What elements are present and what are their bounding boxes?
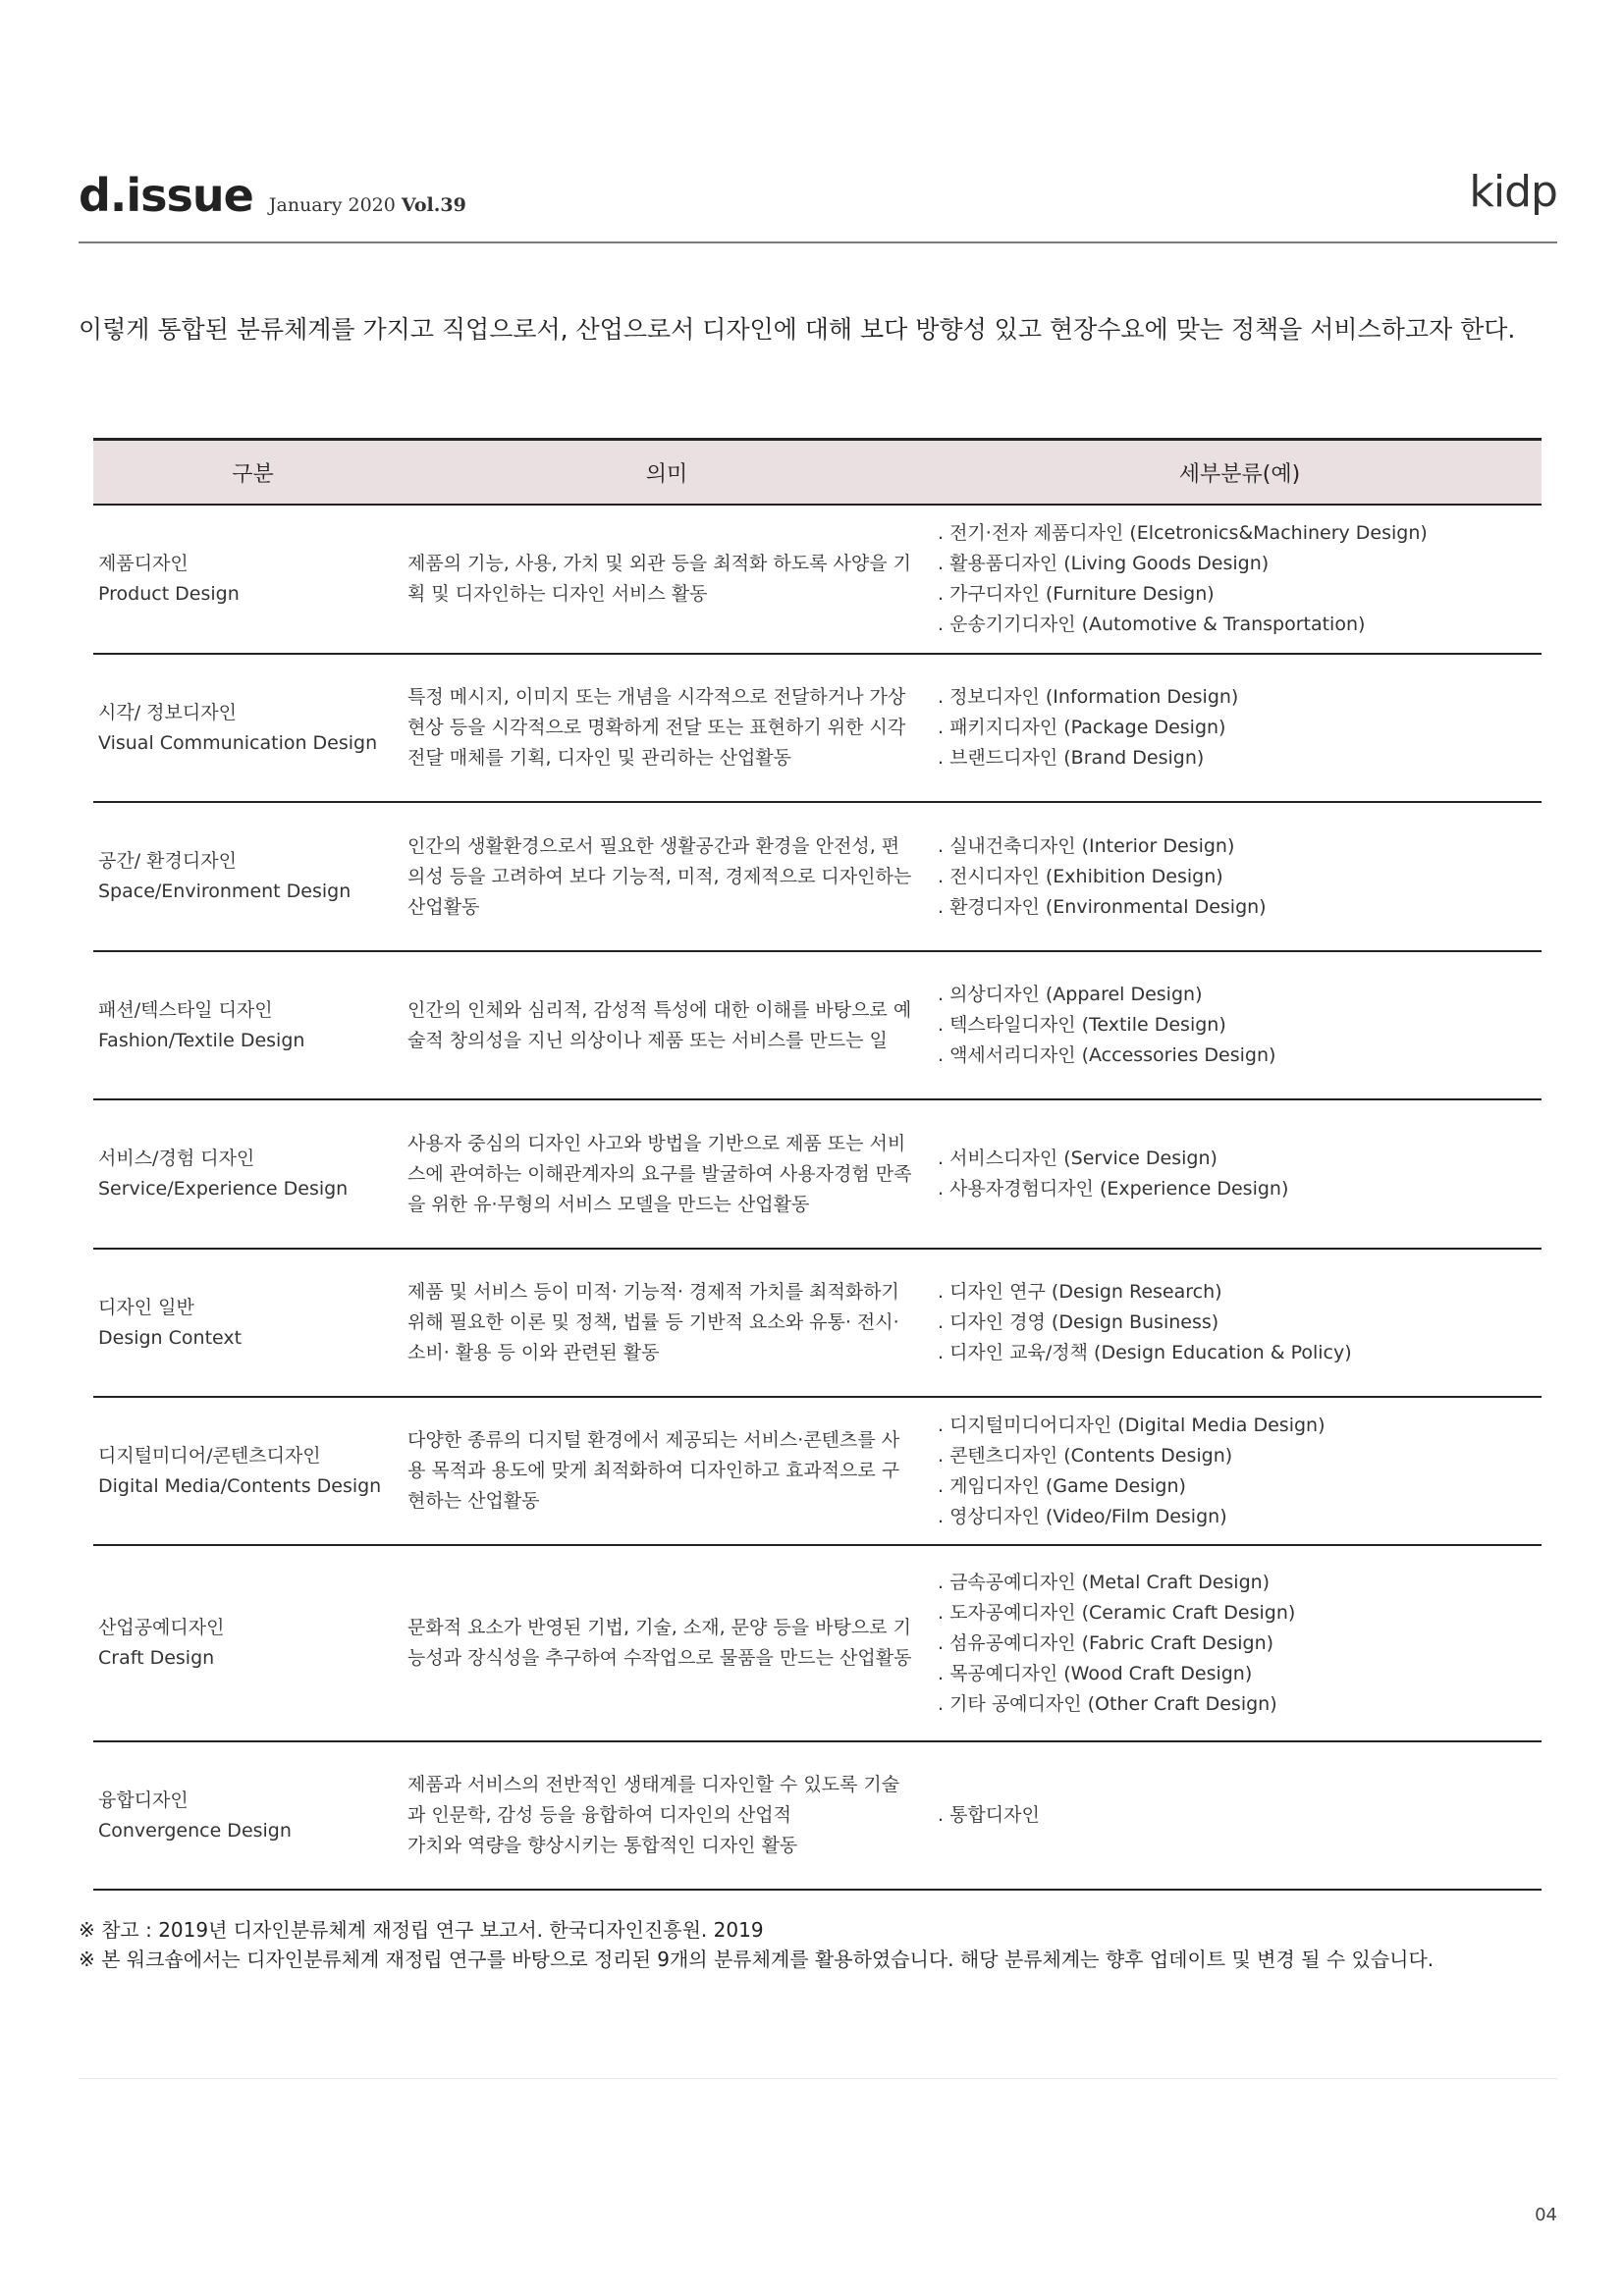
publication-brand [79,169,466,222]
subcategory-item: . 운송기기디자인 (Automotive & Transportation) [938,614,1366,635]
meaning-line: 제품 및 서비스 등이 미적· 기능적· 경제적 가치를 최적화하기 [407,1281,899,1303]
meaning-line: 소비· 활용 등 이와 관련된 활동 [407,1342,660,1363]
subcategory-cell [938,1568,1542,1720]
meaning-line: 전달 매체를 기획, 디자인 및 관리하는 산업활동 [407,747,792,769]
header-subcategories: 세부분류(예) [1178,461,1301,487]
category-name-en: Product Design [98,583,240,605]
category-name-en: Fashion/Textile Design [98,1029,305,1051]
table-row [93,506,1542,655]
category-cell [93,549,407,610]
meaning-line: 인간의 생활환경으로서 필요한 생활공간과 환경을 안전성, 편 [407,834,900,857]
category-name-en: Visual Communication Design [98,731,378,754]
intro-paragraph: 이렇게 통합된 분류체계를 가지고 직업으로서, 산업으로서 디자인에 대해 보다 방향성 있고 현장수요에 맞는 정책을 서비스하고자 한다. [79,315,1516,344]
meaning-line: 제품의 기능, 사용, 가치 및 외관 등을 최적화 하도록 사양을 기 [407,553,911,574]
subcategory-item: . 텍스타일디자인 (Textile Design) [938,1014,1226,1036]
subcategory-cell [938,1277,1542,1368]
subcategory-item: . 활용품디자인 (Living Goods Design) [938,553,1270,574]
meaning-cell [407,1425,938,1517]
subcategory-item: . 디자인 경영 (Design Business) [938,1311,1219,1333]
meaning-line: 사용자 중심의 디자인 사고와 방법을 기반으로 제품 또는 서비 [407,1132,906,1154]
subcategory-item: . 환경디자인 (Environmental Design) [938,895,1267,918]
subcategory-item: . 디지털미디어디자인 (Digital Media Design) [938,1414,1326,1436]
category-cell [93,1144,407,1204]
issue-date: January 2020 [268,194,396,216]
page-header [79,167,1557,243]
category-name-ko: 시각/ 정보디자인 [98,701,237,723]
footer-divider [79,2078,1557,2079]
subcategory-item: . 섬유공예디자인 (Fabric Craft Design) [938,1631,1274,1654]
design-classification-table [93,438,1542,1891]
category-cell [93,1293,407,1354]
meaning-cell [407,831,938,923]
meaning-line: 현하는 산업활동 [407,1490,540,1512]
category-name-ko: 디지털미디어/콘텐츠디자인 [98,1444,321,1467]
footnote-reference: ※ 참고 : 2019년 디자인분류체계 재정립 연구 보고서. 한국디자인진흥원. 2019 [79,1918,764,1942]
category-name-ko: 디자인 일반 [98,1296,194,1318]
subcategory-cell [938,518,1542,640]
category-cell [93,995,407,1056]
subcategory-cell [938,1800,1542,1831]
category-name-en: Convergence Design [98,1819,292,1842]
subcategory-cell [938,682,1542,774]
meaning-cell [407,1770,938,1861]
issue-volume: Vol.39 [401,194,466,216]
category-cell [93,698,407,759]
meaning-cell [407,1277,938,1368]
table-row [93,655,1542,803]
meaning-line: 과 인문학, 감성 등을 융합하여 디자인의 산업적 [407,1804,792,1826]
meaning-line: 능성과 장식성을 추구하여 수작업으로 물품을 만드는 산업활동 [407,1647,912,1669]
subcategory-item: . 전기·전자 제품디자인 (Elcetronics&Machinery Design) [938,522,1428,544]
publication-logo: d.issue [79,169,253,222]
category-name-en: Craft Design [98,1647,215,1669]
meaning-line: 을 위한 유·무형의 서비스 모델을 만드는 산업활동 [407,1193,810,1215]
table-row [93,1742,1542,1891]
meaning-line: 술적 창의성을 지닌 의상이나 제품 또는 서비스를 만드는 일 [407,1029,888,1051]
category-name-ko: 패션/텍스타일 디자인 [98,998,273,1021]
meaning-line: 다양한 종류의 디지털 환경에서 제공되는 서비스·콘텐츠를 사 [407,1429,900,1451]
subcategory-item: . 액세서리디자인 (Accessories Design) [938,1044,1276,1066]
subcategory-item: . 전시디자인 (Exhibition Design) [938,865,1223,887]
table-header-row [93,438,1542,506]
meaning-line: 위해 필요한 이론 및 정책, 법률 등 기반적 요소와 유통· 전시· [407,1311,899,1333]
table-row [93,1398,1542,1546]
meaning-line: 제품과 서비스의 전반적인 생태계를 디자인할 수 있도록 기술 [407,1774,900,1795]
category-name-ko: 융합디자인 [98,1789,189,1811]
subcategory-item: . 목공예디자인 (Wood Craft Design) [938,1662,1253,1684]
subcategory-item: . 의상디자인 (Apparel Design) [938,984,1203,1005]
meaning-line: 의성 등을 고려하여 보다 기능적, 미적, 경제적으로 디자인하는 [407,865,912,887]
category-name-ko: 산업공예디자인 [98,1617,225,1638]
category-name-en: Space/Environment Design [98,881,352,902]
meaning-line: 획 및 디자인하는 디자인 서비스 활동 [407,583,708,605]
category-cell [93,1441,407,1502]
table-row [93,803,1542,952]
subcategory-cell [938,831,1542,923]
category-cell [93,846,407,907]
table-row [93,1250,1542,1398]
meaning-line: 가치와 역량을 향상시키는 통합적인 디자인 활동 [407,1835,798,1856]
subcategory-item: . 영상디자인 (Video/Film Design) [938,1505,1227,1527]
subcategory-item: . 실내건축디자인 (Interior Design) [938,834,1235,857]
table-body [93,506,1542,1891]
meaning-cell [407,1613,938,1674]
footnote-remark: ※ 본 워크숍에서는 디자인분류체계 재정립 연구를 바탕으로 정리된 9개의 분류체계를 활용하였습니다. 해당 분류체계는 향후 업데이트 및 변경 될 수 있습니다. [79,1948,1435,1971]
subcategory-item: . 콘텐츠디자인 (Contents Design) [938,1444,1233,1467]
subcategory-cell [938,980,1542,1071]
category-name-en: Service/Experience Design [98,1178,349,1200]
subcategory-item: . 기타 공예디자인 (Other Craft Design) [938,1692,1277,1715]
subcategory-item: . 사용자경험디자인 (Experience Design) [938,1178,1289,1200]
meaning-line: 현상 등을 시각적으로 명확하게 전달 또는 표현하기 위한 시각 [407,717,906,738]
category-cell [93,1613,407,1674]
meaning-cell [407,995,938,1056]
category-name-ko: 서비스/경험 디자인 [98,1148,255,1169]
header-category: 구분 [232,461,274,487]
table-row [93,952,1542,1100]
subcategory-item: . 패키지디자인 (Package Design) [938,717,1226,738]
meaning-line: 용 목적과 용도에 맞게 최적화하여 디자인하고 효과적으로 구 [407,1460,900,1481]
category-name-en: Digital Media/Contents Design [98,1474,382,1497]
meaning-cell [407,682,938,774]
subcategory-item: . 가구디자인 (Furniture Design) [938,583,1215,605]
subcategory-item: . 서비스디자인 (Service Design) [938,1148,1218,1169]
subcategory-item: . 정보디자인 (Information Design) [938,686,1239,708]
category-name-ko: 공간/ 환경디자인 [98,850,237,872]
table-row [93,1100,1542,1250]
meaning-cell [407,1129,938,1220]
category-name-ko: 제품디자인 [98,553,189,574]
meaning-line: 스에 관여하는 이해관계자의 요구를 발굴하여 사용자경험 만족 [407,1162,912,1185]
category-cell [93,1786,407,1846]
footnotes [79,1915,1434,1974]
subcategory-item: . 브랜드디자인 (Brand Design) [938,747,1205,769]
subcategory-item: . 통합디자인 [938,1804,1040,1826]
page-number: 04 [1535,2205,1557,2225]
subcategory-item: . 금속공예디자인 (Metal Craft Design) [938,1571,1271,1593]
meaning-line: 인간의 인체와 심리적, 감성적 특성에 대한 이해를 바탕으로 예 [407,998,912,1021]
meaning-line: 산업활동 [407,895,480,918]
subcategory-item: . 게임디자인 (Game Design) [938,1474,1186,1497]
meaning-line: 문화적 요소가 반영된 기법, 기술, 소재, 문양 등을 바탕으로 기 [407,1617,911,1638]
category-name-en: Design Context [98,1326,243,1349]
organization-logo: kidp [1469,167,1557,217]
subcategory-cell [938,1411,1542,1532]
subcategory-item: . 도자공예디자인 (Ceramic Craft Design) [938,1601,1296,1624]
subcategory-item: . 디자인 연구 (Design Research) [938,1281,1222,1303]
table-row [93,1546,1542,1742]
subcategory-cell [938,1144,1542,1204]
subcategory-item: . 디자인 교육/정책 (Design Education & Policy) [938,1342,1352,1363]
meaning-cell [407,549,938,610]
meaning-line: 특정 메시지, 이미지 또는 개념을 시각적으로 전달하거나 가상 [407,686,906,708]
header-meaning: 의미 [645,461,688,487]
